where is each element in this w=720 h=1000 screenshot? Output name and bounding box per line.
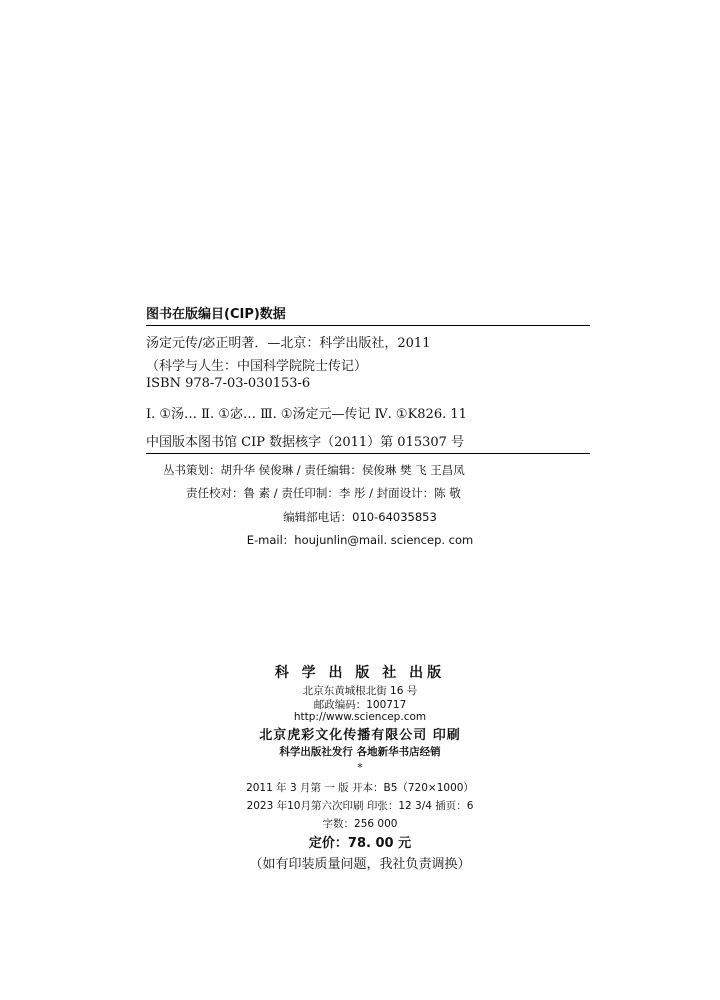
credits-line-2: 责任校对：鲁 素 / 责任印制：李 彤 / 封面设计：陈 敬	[186, 486, 461, 500]
quality-notice: （如有印装质量问题，我社负责调换）	[249, 857, 471, 872]
cip-isbn: ISBN 978-7-03-030153-6	[146, 376, 311, 391]
publisher-name: 科 学 出 版 社 出版	[274, 665, 446, 681]
distribution-line: 科学出版社发行 各地新华书店经销	[279, 746, 441, 758]
cip-top-rule	[146, 325, 590, 326]
price: 定价：78. 00 元	[308, 836, 412, 851]
cip-bottom-rule	[146, 453, 590, 454]
printer-line: 北京虎彩文化传播有限公司 印刷	[259, 728, 461, 743]
printing-line: 2023 年10月第六次印刷 印张：12 3/4 插页：6	[246, 800, 474, 812]
cip-record-number: 中国版本图书馆 CIP 数据核字（2011）第 015307 号	[146, 435, 465, 450]
cip-bibliographic-line: 汤定元传/宓正明著．—北京：科学出版社，2011	[146, 336, 431, 351]
publisher-address: 北京东黄城根北街 16 号	[302, 685, 418, 697]
editorial-phone: 编辑部电话：010-64035853	[283, 510, 437, 524]
edition-line: 2011 年 3 月第 一 版 开本：B5（720×1000）	[246, 782, 474, 794]
cip-heading: 图书在版编目(CIP)数据	[146, 307, 286, 322]
cip-classification: Ⅰ. ①汤… Ⅱ. ①宓… Ⅲ. ①汤定元—传记 Ⅳ. ①K826. 11	[146, 407, 467, 422]
word-count: 字数：256 000	[322, 818, 398, 830]
cip-series-line: （科学与人生：中国科学院院士传记）	[146, 359, 368, 374]
separator-star: *	[357, 762, 363, 774]
publisher-postcode: 邮政编码：100717	[313, 699, 407, 711]
credits-line-1: 丛书策划：胡升华 侯俊琳 / 责任编辑：侯俊琳 樊 飞 王昌凤	[163, 463, 465, 477]
publisher-url: http://www.sciencep.com	[293, 711, 427, 723]
editorial-email: E-mail：houjunlin@mail. sciencep. com	[246, 533, 474, 547]
